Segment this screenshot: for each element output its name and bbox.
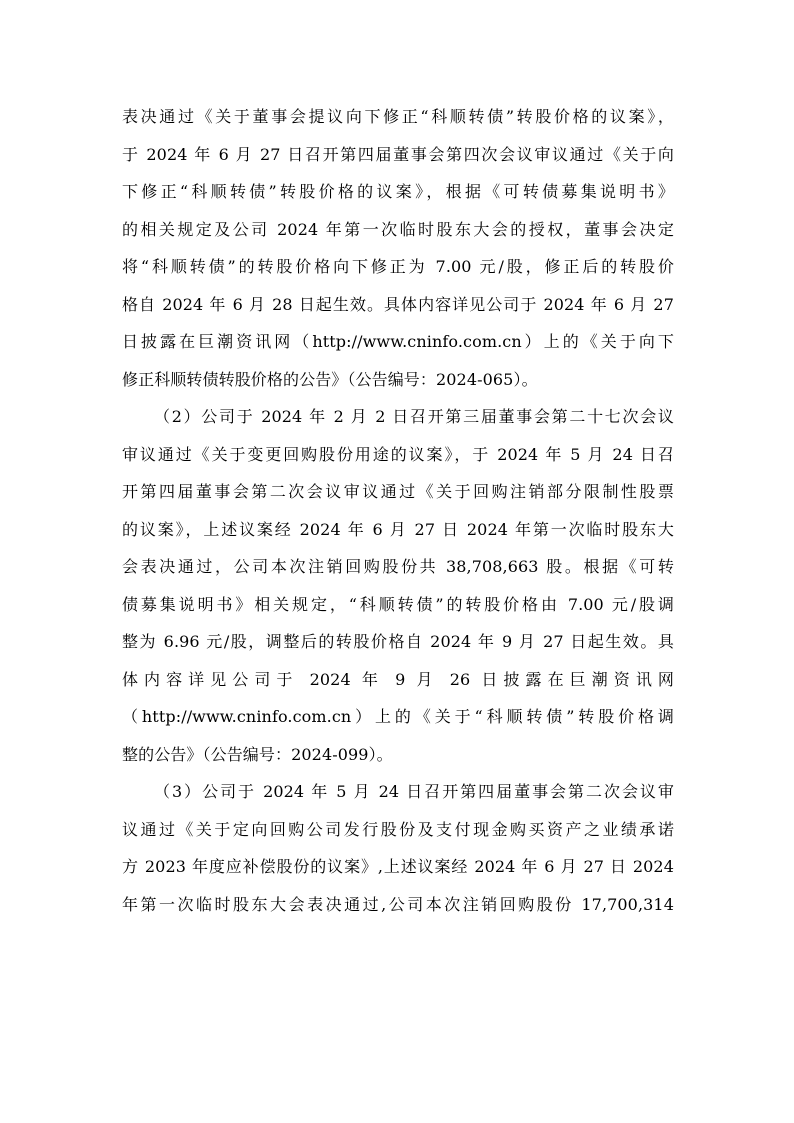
text-line: （3）公司于 2024 年 5 月 24 日召开第四届董事会第二次会议审 (154, 782, 674, 801)
paragraph-3 (122, 773, 674, 923)
text-line: 表决通过《关于董事会提议向下修正“科顺转债”转股价格的议案》， (122, 107, 674, 126)
text-line: （http://www.cninfo.com.cn）上的《关于“科顺转债”转股价格调 (122, 707, 674, 726)
text-line: 年第一次临时股东大会表决通过,公司本次注销回购股份 17,700,314 (122, 894, 674, 914)
text-line: 审议通过《关于变更回购股份用途的议案》，于 2024 年 5 月 24 日召 (122, 444, 674, 464)
text-line: 格自 2024 年 6 月 28 日起生效。具体内容详见公司于 2024 年 6 月 27 (122, 294, 674, 314)
text-line: 将“科顺转债”的转股价格向下修正为 7.00 元/股，修正后的转股价 (122, 257, 674, 276)
text-line: 的相关规定及公司 2024 年第一次临时股东大会的授权，董事会决定 (122, 219, 674, 239)
text-line: 体内容详见公司于 2024 年 9 月 26 日披露在巨潮资讯网 (122, 669, 674, 689)
text-line: 议通过《关于定向回购公司发行股份及支付现金购买资产之业绩承诺 (122, 819, 674, 839)
paragraph-2 (122, 398, 674, 773)
text-line: 方 2023 年度应补偿股份的议案》,上述议案经 2024 年 6 月 27 日 2024 (122, 857, 674, 876)
text-line: 整的公告》（公告编号：2024-099）。 (122, 744, 393, 764)
text-line: 修正科顺转债转股价格的公告》（公告编号：2024-065）。 (122, 369, 538, 389)
text-line: 整为 6.96 元/股，调整后的转股价格自 2024 年 9 月 27 日起生效。具 (122, 632, 674, 651)
text-line: 日披露在巨潮资讯网（http://www.cninfo.com.cn）上的《关于向下 (122, 332, 674, 351)
text-line: 债募集说明书》相关规定，“科顺转债”的转股价格由 7.00 元/股调 (122, 594, 674, 614)
paragraph-1 (122, 98, 674, 398)
text-line: 会表决通过，公司本次注销回购股份共 38,708,663 股。根据《可转 (122, 557, 674, 576)
text-line: （2）公司于 2024 年 2 月 2 日召开第三届董事会第二十七次会议 (154, 407, 674, 426)
text-line: 的议案》，上述议案经 2024 年 6 月 27 日 2024 年第一次临时股东大 (122, 519, 674, 539)
text-line: 于 2024 年 6 月 27 日召开第四届董事会第四次会议审议通过《关于向 (122, 144, 674, 164)
text-line: 下修正“科顺转债”转股价格的议案》，根据《可转债募集说明书》 (122, 182, 674, 201)
document-page (122, 98, 674, 923)
text-line: 开第四届董事会第二次会议审议通过《关于回购注销部分限制性股票 (122, 482, 674, 501)
